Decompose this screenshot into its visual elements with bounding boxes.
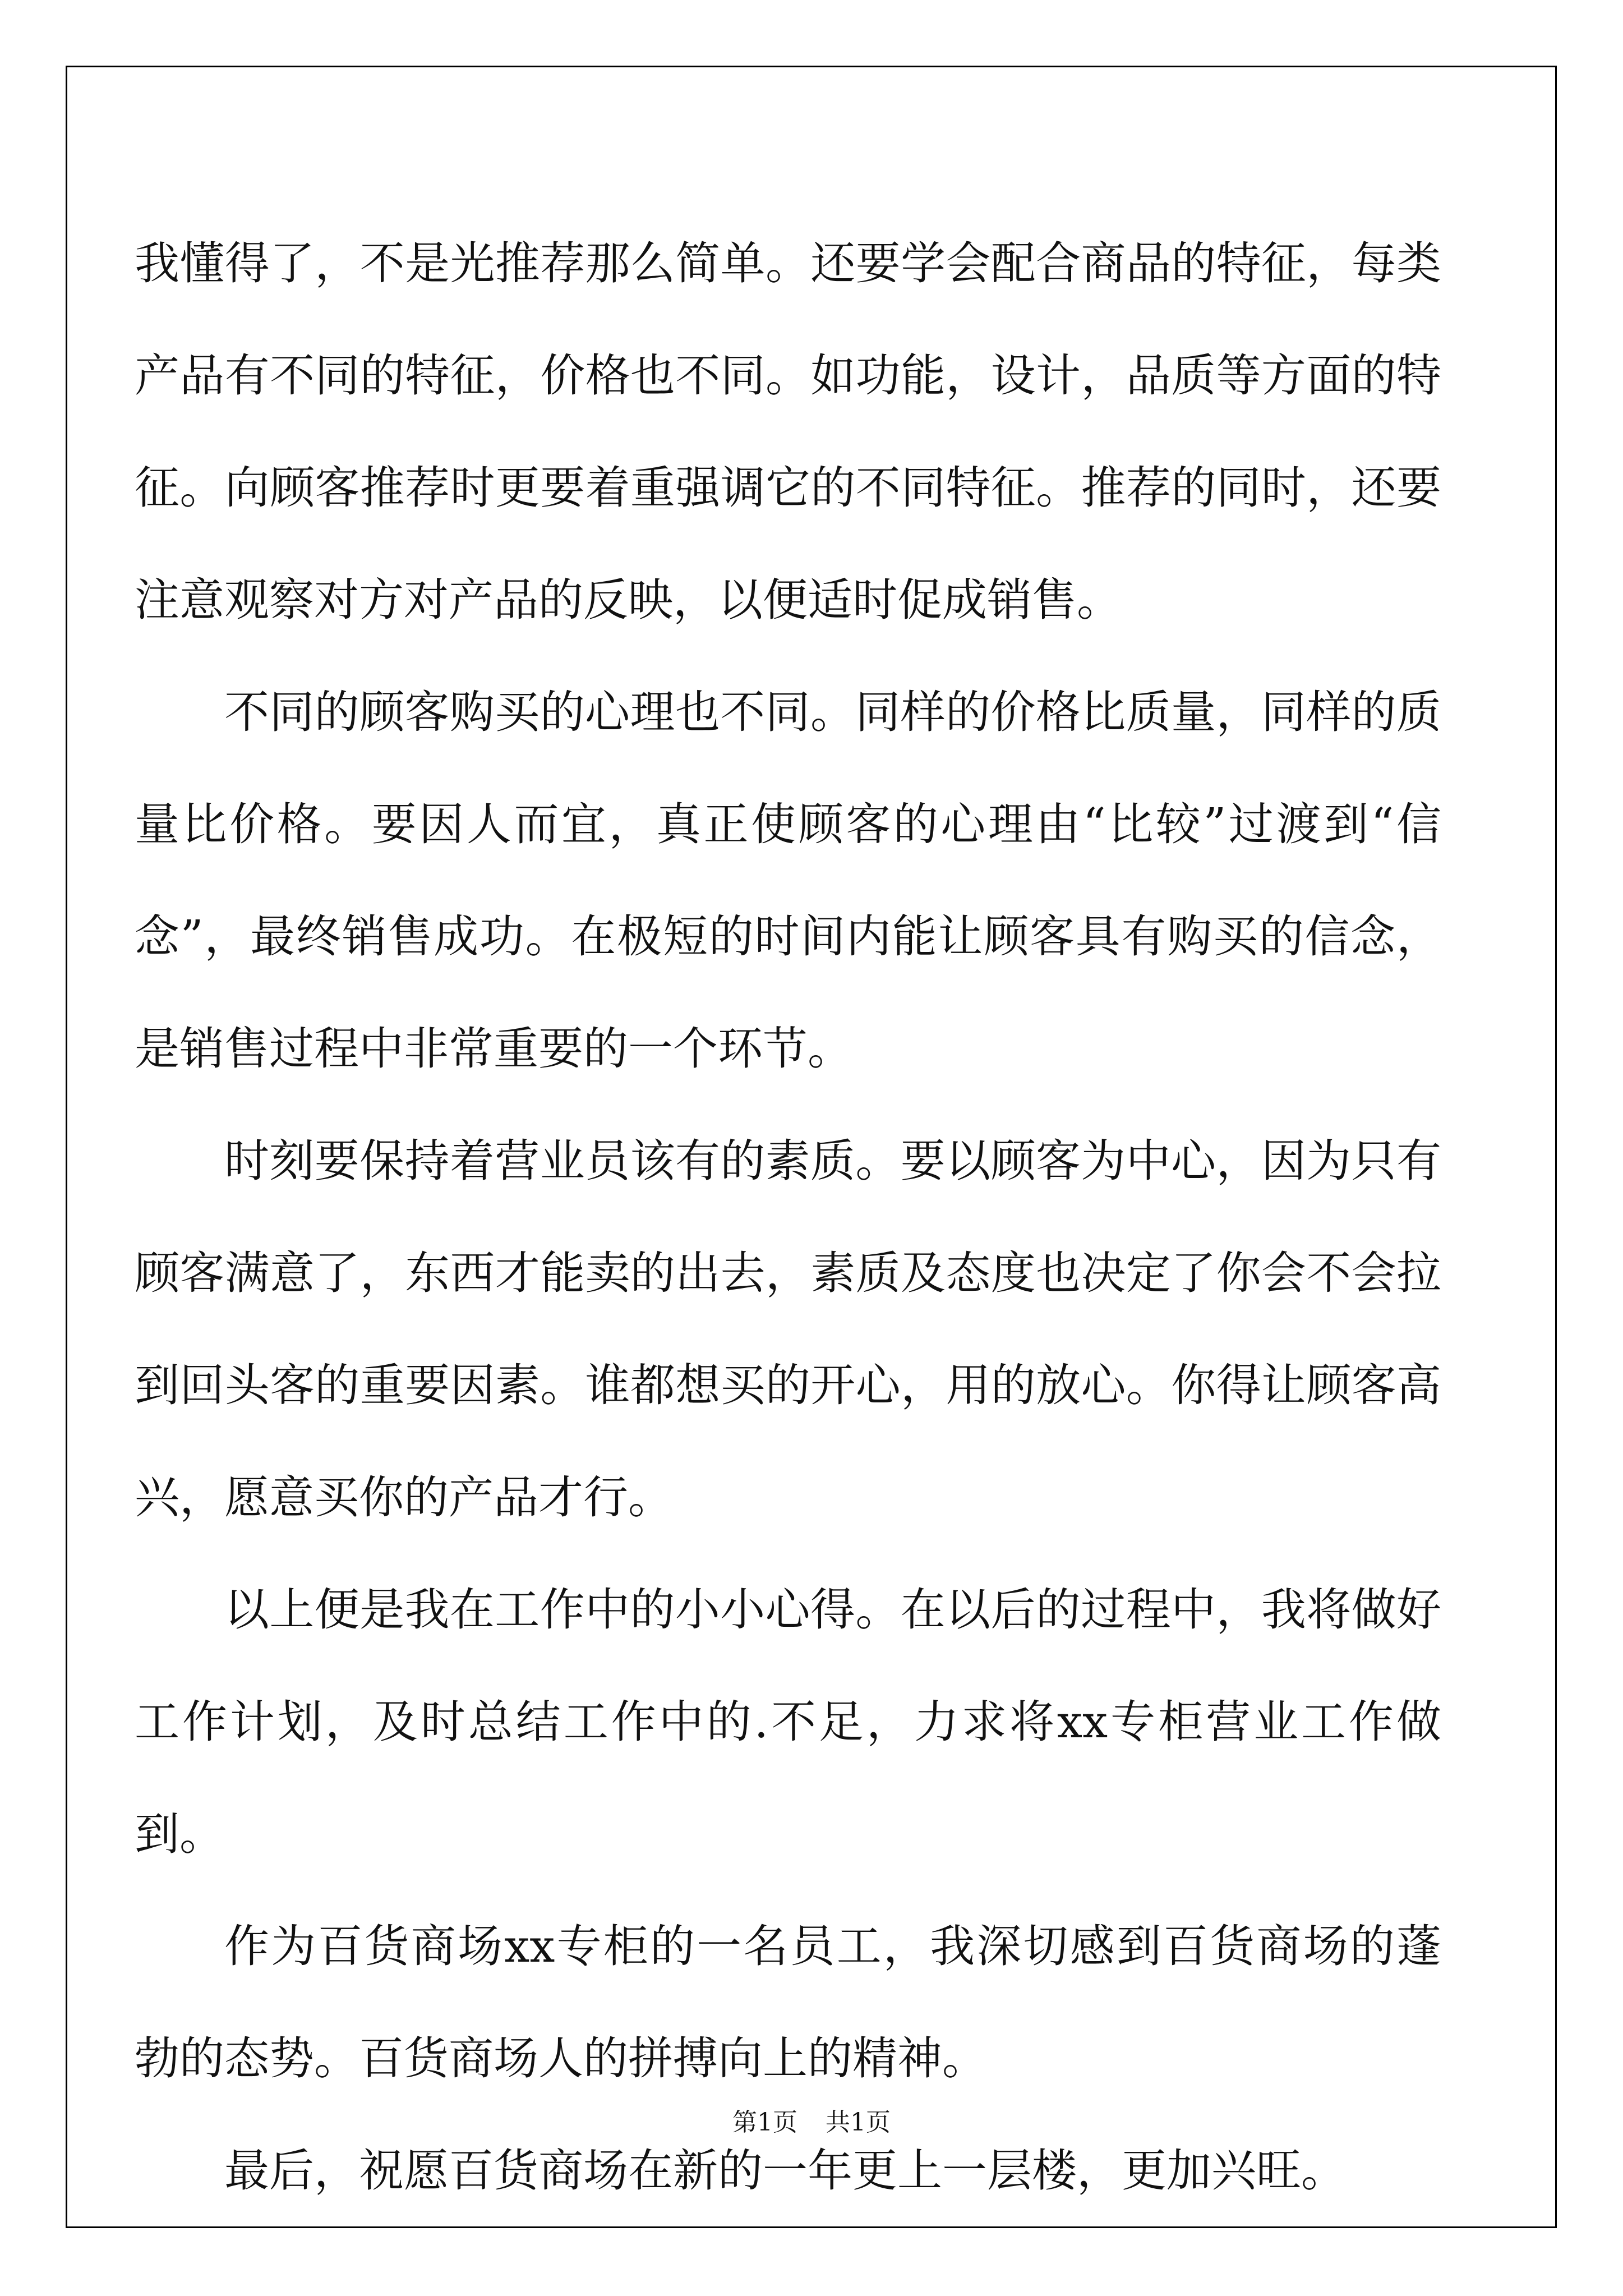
- paragraph-6: 最后，祝愿百货商场在新的一年更上一层楼，更加兴旺。: [224, 2145, 1346, 2197]
- paragraph-4: 以上便是我在工作中的小小心得。在以后的过程中，我将做好工作计划，及时总结工作中的.不足，力求将xx专柜营业工作做到。: [135, 1584, 1441, 1860]
- paragraph-5: 作为百货商场xx专柜的一名员工，我深切感到百货商场的蓬勃的态势。百货商场人的拼搏向上的精神。: [135, 1920, 1441, 2085]
- paragraph-3: 时刻要保持着营业员该有的素质。要以顾客为中心，因为只有顾客满意了，东西才能卖的出去，素质及态度也决定了你会不会拉到回头客的重要因素。谁都想买的开心，用的放心。你得让顾客高兴，愿意买你的产品才行。: [135, 1135, 1441, 1524]
- document-body: [135, 208, 1441, 2227]
- page-number-total: 共1页: [826, 2108, 891, 2137]
- page-footer: [0, 2106, 1623, 2139]
- page-number-current: 第1页: [732, 2108, 797, 2137]
- paragraph-2: 不同的顾客购买的心理也不同。同样的价格比质量，同样的质量比价格。要因人而宜，真正使顾客的心理由“比较”过渡到“信念”，最终销售成功。在极短的时间内能让顾客具有购买的信念，是销售过程中非常重要的一个环节。: [135, 686, 1441, 1075]
- paragraph-1: 我懂得了，不是光推荐那么简单。还要学会配合商品的特征，每类产品有不同的特征，价格也不同。如功能，设计，品质等方面的特征。向顾客推荐时更要着重强调它的不同特征。推荐的同时，还要注意观察对方对产品的反映，以便适时促成销售。: [135, 237, 1441, 626]
